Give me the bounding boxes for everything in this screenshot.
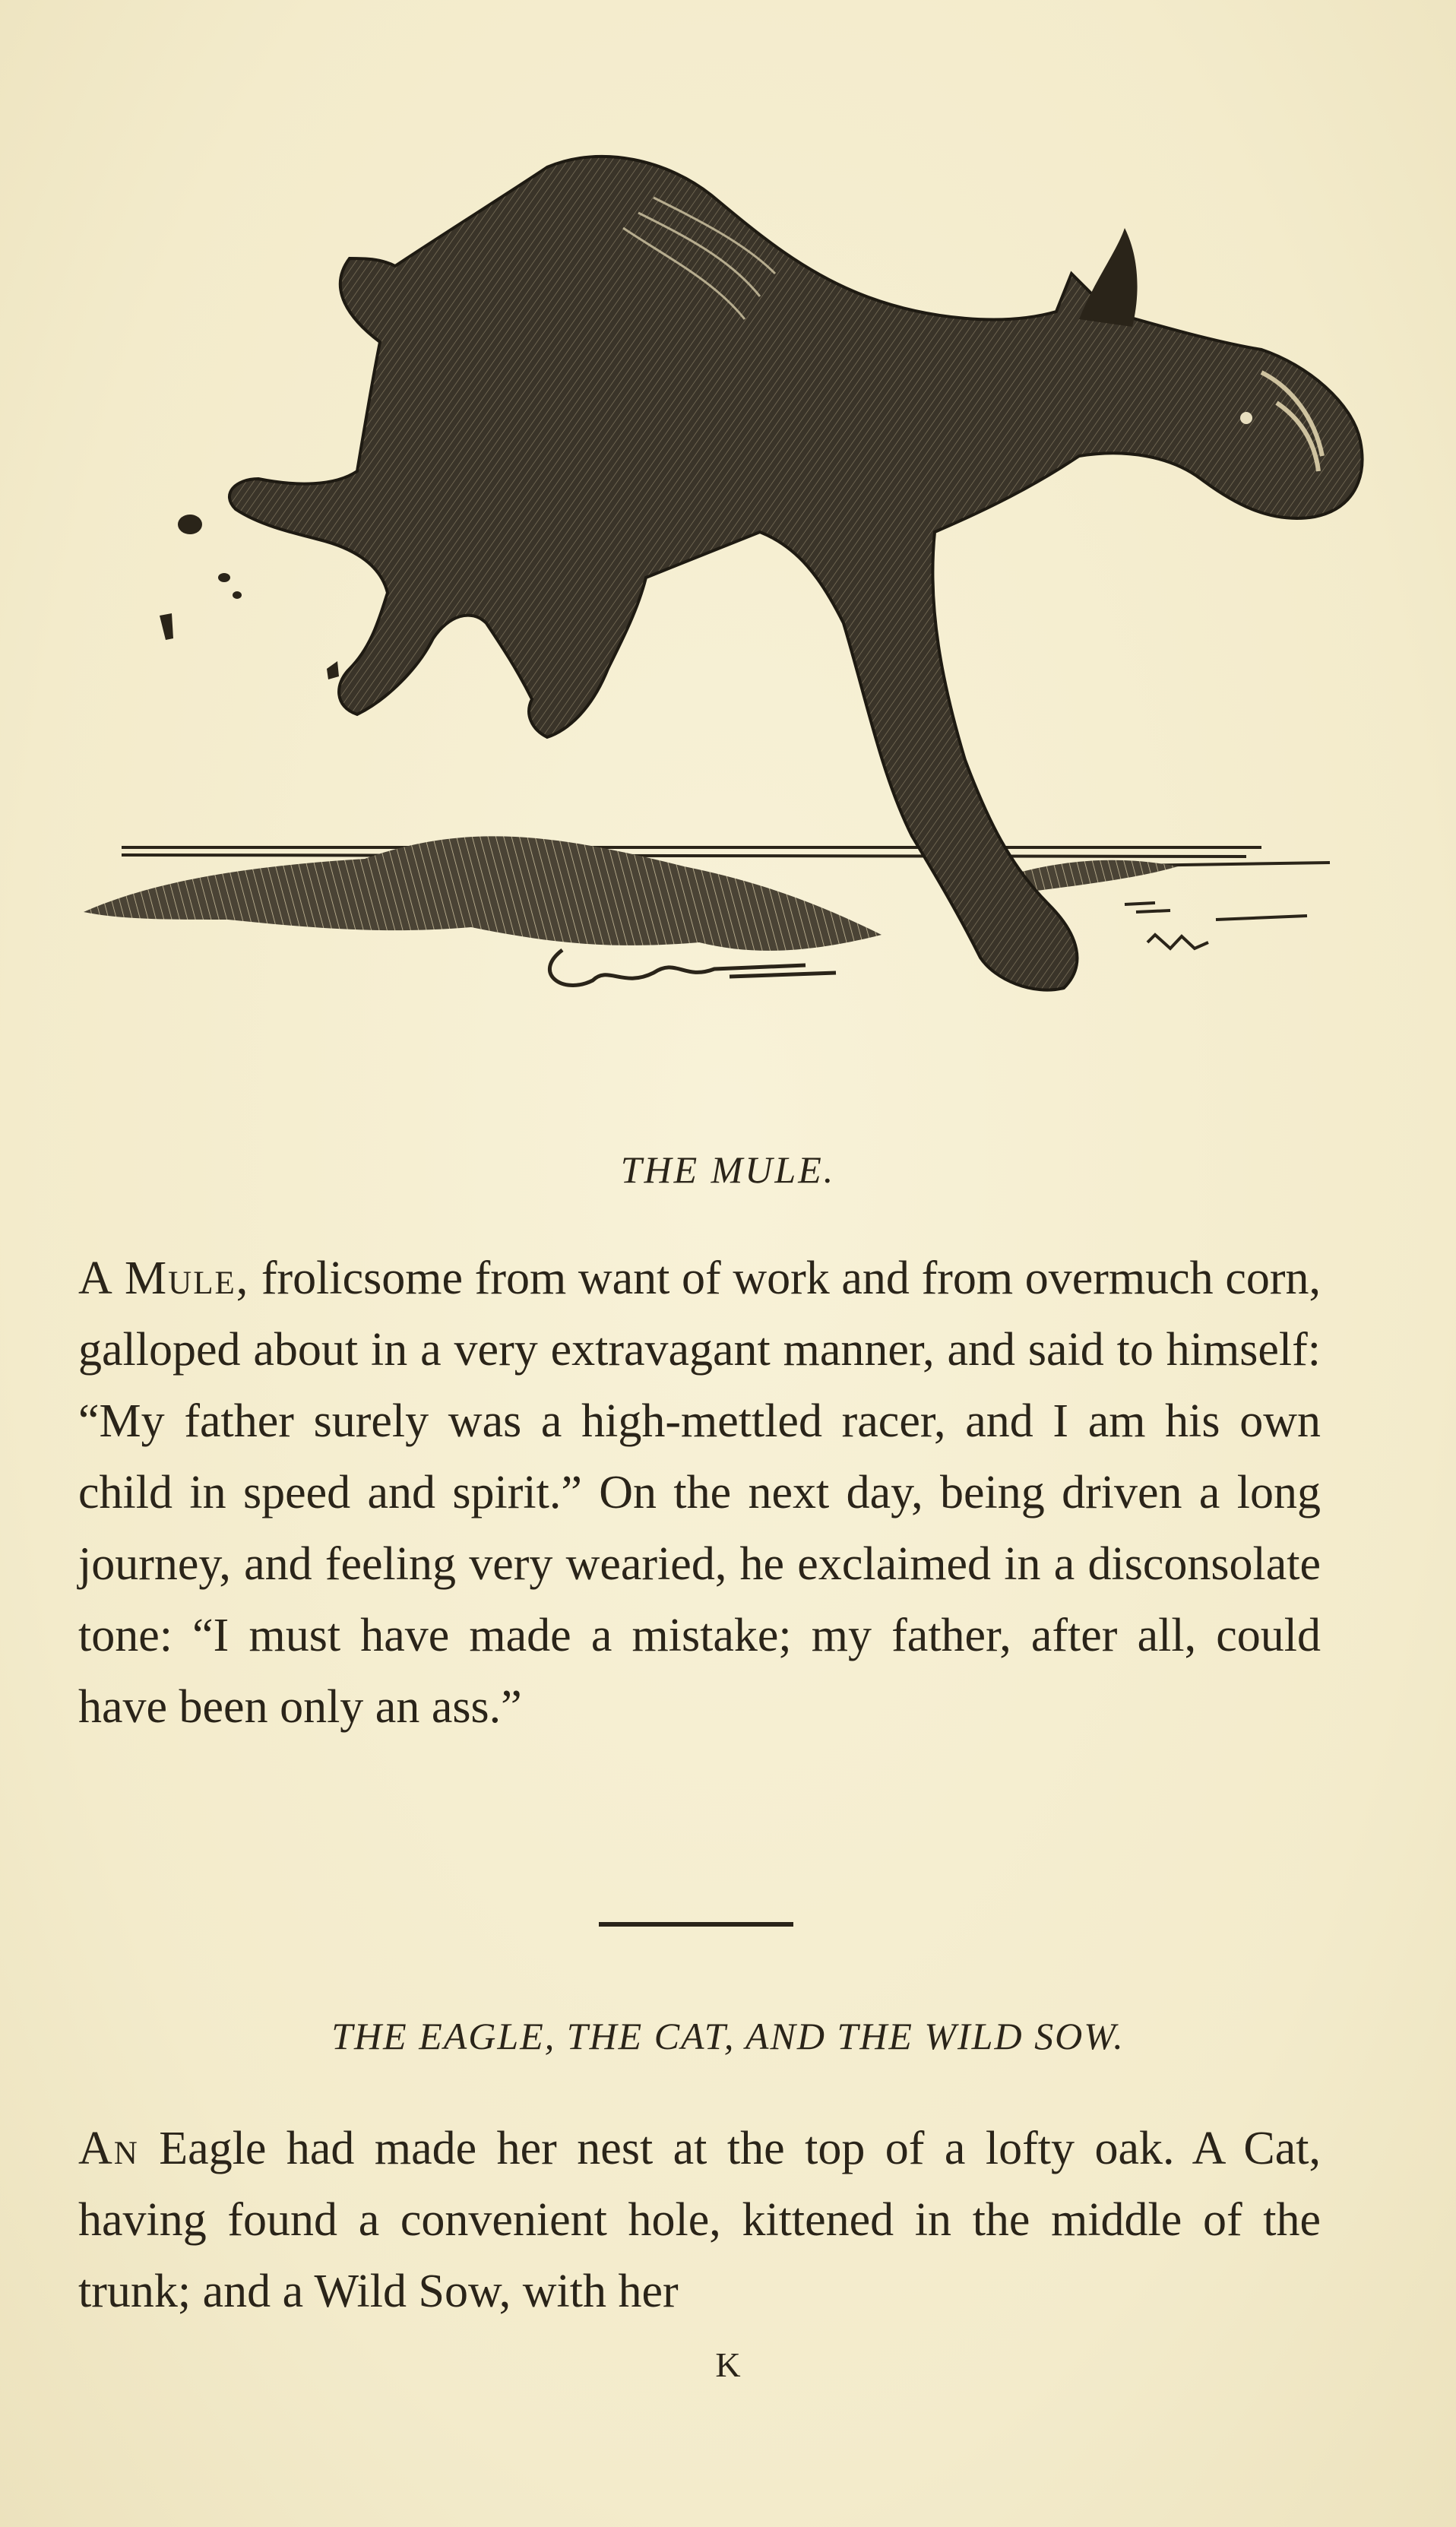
grass-patch <box>84 836 882 951</box>
mule-eye <box>1240 412 1252 424</box>
mule-ear <box>1079 228 1138 327</box>
section-divider <box>599 1922 793 1927</box>
fable-lead-word: An <box>78 2123 139 2174</box>
fable-text-eagle <box>78 2113 1321 2327</box>
fable-title-eagle-cat-sow: THE EAGLE, THE CAT, AND THE WILD SOW. <box>331 2015 1125 2057</box>
mule-illustration <box>76 152 1368 1110</box>
fable-text-mule <box>78 1243 1321 1743</box>
fable-body: Eagle had made her nest at the top of a lofty oak. A Cat, having found a convenient hole, kittened in the middle of the trunk; and a Wild Sow, with her <box>78 2123 1321 2317</box>
fable-title-mule: THE MULE. <box>620 1148 836 1191</box>
signature-mark: K <box>715 2345 741 2384</box>
fable-body: frolicsome from want of work and from overmuch corn, galloped about in a very extravagant manner, and said to himself: “My father surely was a high-mettled racer, and I am his own child in speed and spirit.” On the next day, being driven a long journey, and feeling very wearied, he exclaimed in a disconsolate tone: “I must have made a mistake; my father, after all, could have been only an ass.” <box>78 1252 1321 1733</box>
fable-lead-words: A Mule, <box>78 1252 250 1304</box>
ground-shadow <box>549 950 836 985</box>
